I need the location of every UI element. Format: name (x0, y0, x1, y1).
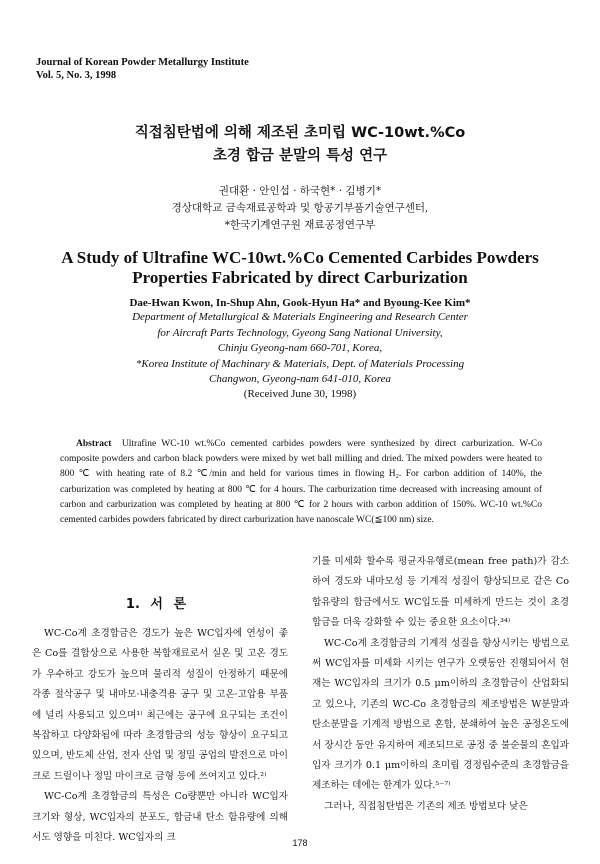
journal-name: Journal of Korean Powder Metallurgy Institute (36, 57, 249, 68)
abstract (60, 437, 542, 528)
english-title-line1: A Study of Ultrafine WC-10wt.%Co Cemented Carbides Powders (61, 248, 539, 267)
body-paragraph: 기를 미세화 할수록 평균자유행로(mean free path)가 감소하여 경도와 내마모성 등 기계적 성질이 향상되므로 같은 Co합유량의 합금에서도 WC입도를 미세하게 만드는 것이 초경합금을 더욱 강화할 수 있는 중요한 요소이다.³⁴⁾ (312, 556, 569, 629)
english-affiliations (0, 310, 600, 388)
korean-title-line1: 직접침탄법에 의해 제조된 초미립 WC-10wt.%Co (134, 125, 466, 141)
korean-affiliation-line2: *한국기계연구원 재료공정연구부 (224, 219, 376, 231)
body-paragraph: 그러나, 직접침탄법은 기존의 제조 방법보다 낮은 (324, 800, 528, 812)
right-column (312, 552, 569, 817)
english-authors: Dae-Hwan Kwon, In-Shup Ahn, Gook-Hyun Ha* and Byoung-Kee Kim* (129, 297, 471, 309)
page-number: 178 (292, 838, 308, 848)
korean-title-line2: 초경 합금 분말의 특성 연구 (212, 148, 388, 164)
abstract-text: Ultrafine WC-10 wt.%Co cemented carbides powders were synthesized by direct carburization. W-Co composite powders and carbon black powders were mixed by wet ball milling and dried. The mixed powders were heated to 800 ℃ with heating rate of 8.2 ℃/min and held for various times in flowing H₂. For carbon addition of 140%, the carburization was completed by heating at 800 ℃ for 4 hours. The carburization time decreased with increasing amount of carbon and carburization was completed by heating at 800 ℃ for 2 hours with carbon addition of 150%. WC-10 wt.%Co cemented carbides powders fabricated by direct carburization have nanoscale WC(≦100 nm) size. (60, 439, 542, 526)
section-heading: 1. 서 론 (125, 597, 187, 612)
body-paragraph: WC-Co계 초경합금의 기계적 성질을 향상시키는 방법으로써 WC입자를 미세화 시키는 연구가 오랫동안 진행되어서 현재는 WC입자의 크기가 0.5 μm이하의 초경합금이 산업화되고 있으나, 기존의 WC-Co 초경합금의 제조방법은 W분말과 탄소분말을 기계적 방법으로 혼합, 분쇄하여 높은 공정온도에서 장시간 동안 유지하여 제조되므로 공정 중 불순물의 혼입과 입자 크기가 0.1 μm이하의 초미립 경정립수준의 초경합금을 제조하는 데에는 한계가 있다.⁵⁻⁷⁾ (312, 637, 569, 792)
korean-affiliation-line1: 경상대학교 금속재료공학과 및 항공기부품기술연구센터, (171, 202, 429, 214)
journal-header (36, 56, 249, 82)
english-title (0, 248, 600, 288)
english-affiliation-line: *Korea Institute of Machinary & Materials, Dept. of Materials Processing (135, 357, 465, 370)
journal-volume: Vol. 5, No. 3, 1998 (36, 70, 117, 81)
english-affiliation-line: Changwon, Gyeong-nam 641-010, Korea (209, 373, 391, 386)
english-title-line2: Properties Fabricated by direct Carburization (132, 268, 468, 287)
english-affiliation-line: Chinju Gyeong-nam 660-701, Korea, (217, 342, 383, 355)
english-affiliation-line: Department of Metallurgical & Materials Engineering and Research Center (132, 311, 468, 323)
english-affiliation-line: for Aircraft Parts Technology, Gyeong Sang National University, (157, 326, 443, 339)
left-column (32, 624, 288, 848)
korean-authors: 권대환 · 안인섭 · 하국현* · 김병기* (218, 185, 382, 197)
korean-title (0, 122, 600, 168)
abstract-label: Abstract (76, 439, 112, 449)
korean-affiliations (0, 200, 600, 234)
body-paragraph: WC-Co계 초경합금은 경도가 높은 WC입자에 연성이 좋은 Co를 결합상으로 사용한 복합재료로서 실온 및 고온 경도가 우수하고 강도가 높으며 물리적 성질이 안정하기 때문에 각종 절삭공구 및 내마모·내충격용 공구 및 고온·고압용 부품에 널리 사용되고 있으며¹⁾ 최근에는 공구에 요구되는 조건이 복잡하고 다양화됨에 따라 초경합금의 성능 향상이 요구되고 있으며, 반도체 산업, 전자 산업 및 정밀 공업의 발전으로 마이크로 드릴이나 정밀 마이크로 금형 등에 쓰여지고 있다.²⁾ (32, 628, 288, 782)
received-date: (Received June 30, 1998) (243, 388, 357, 400)
body-paragraph: WC-Co계 초경합금의 특성은 Co량뿐만 아니라 WC입자크기와 형상, WC입자의 분포도, 합금내 탄소 함유량에 의해서도 영향을 미친다. WC입자의 크 (32, 791, 288, 844)
